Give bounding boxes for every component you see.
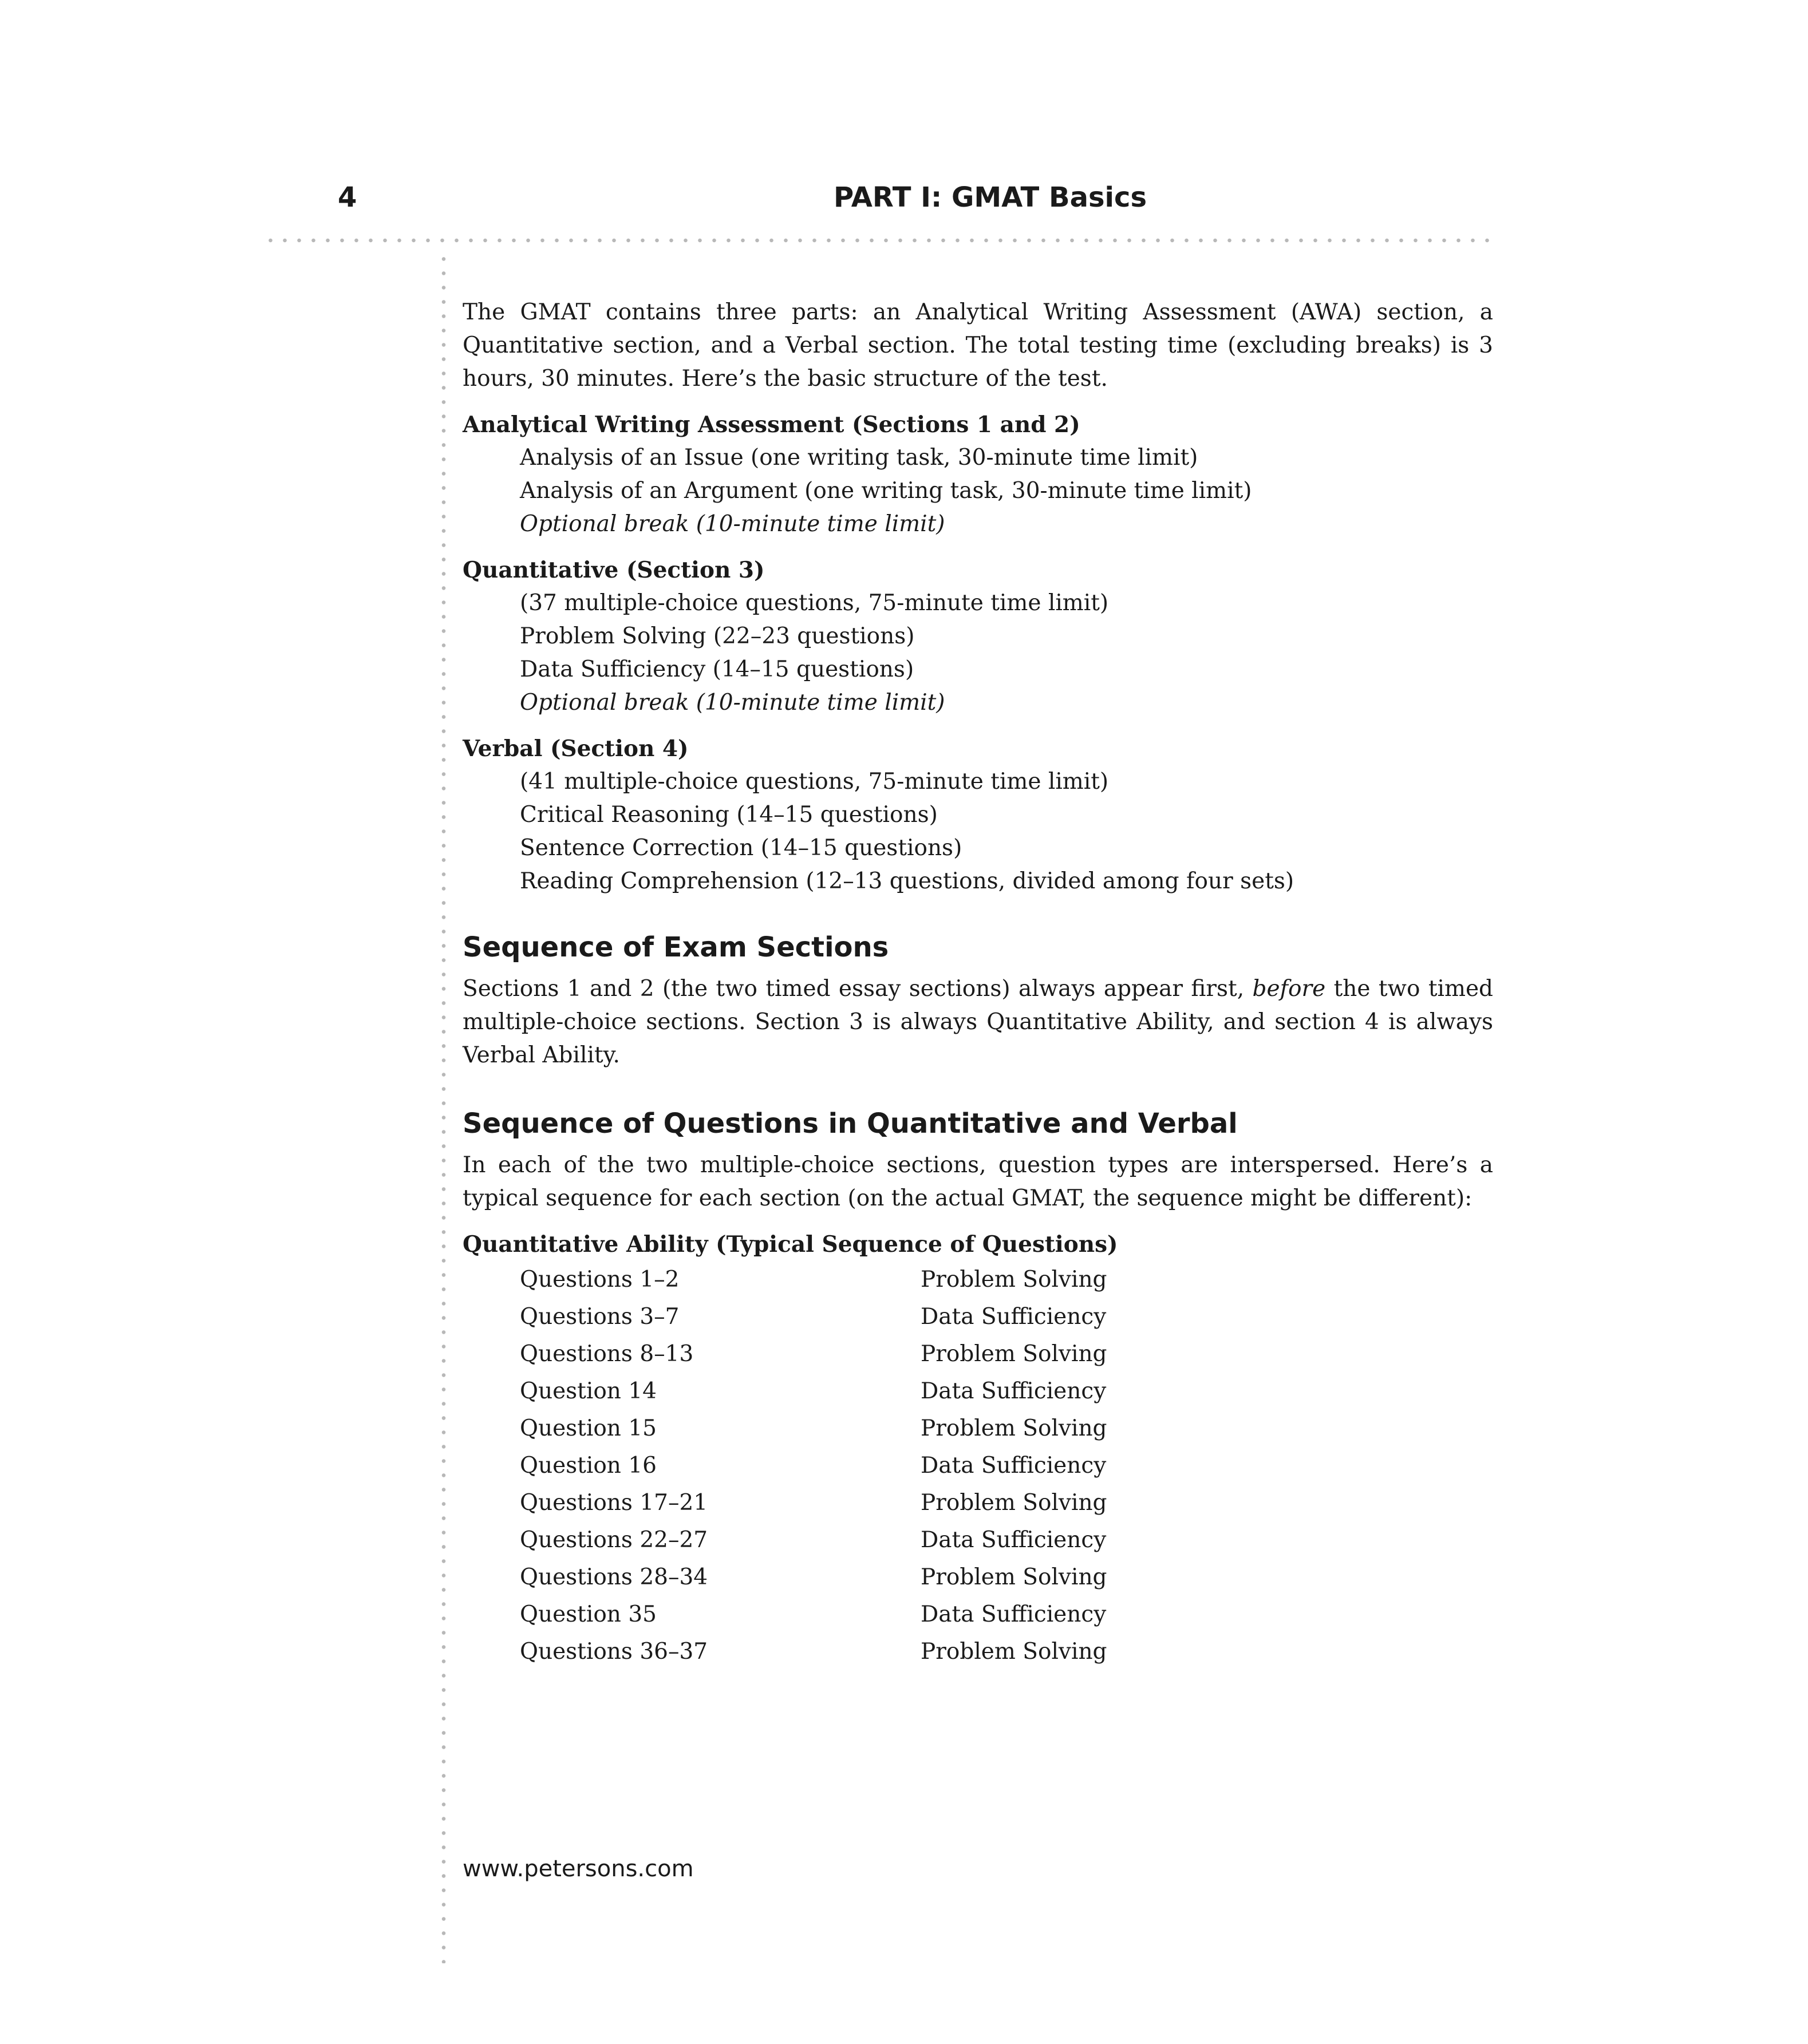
sequence-table-title: Quantitative Ability (Typical Sequence of Questions) [463,1231,1118,1258]
structure-line: (41 multiple-choice questions, 75-minute time limit) [520,769,1109,794]
dotted-rule-horizontal [263,238,1494,243]
structure-line: (37 multiple-choice questions, 75-minute time limit) [520,590,1109,616]
sequence-type: Problem Solving [921,1490,1107,1516]
section-heading-exam-sections: Sequence of Exam Sections [463,931,889,963]
page-content [463,296,1493,1670]
table-row [463,1373,1493,1410]
sequence-type: Problem Solving [921,1341,1107,1367]
table-row [463,1596,1493,1633]
sequence-table [463,1261,1493,1670]
sequence-questions: Questions 28–34 [520,1564,708,1590]
sequence-type: Data Sufficiency [921,1453,1107,1478]
sequence-questions: Questions 8–13 [520,1341,694,1367]
structure-block-quantitative [463,553,1493,719]
table-row [463,1521,1493,1559]
structure-line: Analysis of an Argument (one writing task, 30-minute time limit) [520,478,1252,504]
structure-break: Optional break (10-minute time limit) [520,511,945,537]
table-row [463,1335,1493,1373]
exam-sections-paragraph [463,972,1493,1072]
structure-title: Verbal (Section 4) [463,736,689,762]
section-heading-question-sequence: Sequence of Questions in Quantitative and Verbal [463,1108,1238,1140]
table-row [463,1633,1493,1670]
table-row [463,1261,1493,1298]
table-row [463,1447,1493,1484]
table-row [463,1484,1493,1521]
sequence-questions: Questions 1–2 [520,1267,680,1292]
structure-line: Critical Reasoning (14–15 questions) [520,802,938,828]
sequence-questions: Question 35 [520,1602,657,1627]
structure-title: Quantitative (Section 3) [463,557,765,583]
exam-sections-text: the two timed multiple-choice sections. Section 3 is always Quantitative Ability, and section 4 is always Verbal Ability. [463,976,1493,1068]
structure-line: Data Sufficiency (14–15 questions) [520,657,914,682]
sequence-type: Data Sufficiency [921,1304,1107,1330]
footer-url: www.petersons.com [463,1856,694,1882]
sequence-type: Problem Solving [921,1416,1107,1441]
sequence-questions: Questions 22–27 [520,1527,708,1553]
question-sequence-paragraph: In each of the two multiple-choice sections, question types are interspersed. Here’s a typical sequence for each section (on the actual GMAT, the sequence might be different): [463,1152,1493,1211]
sequence-type: Data Sufficiency [921,1602,1107,1627]
exam-sections-emphasis: before [1252,976,1326,1002]
sequence-type: Data Sufficiency [921,1378,1107,1404]
running-head: PART I: GMAT Basics [834,181,1147,214]
sequence-type: Problem Solving [921,1639,1107,1665]
exam-sections-text: Sections 1 and 2 (the two timed essay sections) always appear first, [463,976,1253,1002]
table-row [463,1559,1493,1596]
structure-line: Problem Solving (22–23 questions) [520,623,915,649]
intro-paragraph: The GMAT contains three parts: an Analytical Writing Assessment (AWA) section, a Quantitative section, and a Verbal section. The total testing time (excluding breaks) is 3 hours, 30 minutes. Here’s the basic structure of the test. [463,299,1493,392]
dotted-rule-vertical [441,252,447,1963]
sequence-questions: Questions 3–7 [520,1304,680,1330]
structure-block-verbal [463,732,1493,898]
sequence-questions: Questions 17–21 [520,1490,708,1516]
sequence-questions: Question 14 [520,1378,657,1404]
table-row [463,1298,1493,1335]
sequence-type: Problem Solving [921,1564,1107,1590]
structure-title: Analytical Writing Assessment (Sections 1 and 2) [463,412,1080,438]
structure-block-awa [463,408,1493,541]
structure-line: Analysis of an Issue (one writing task, 30-minute time limit) [520,445,1198,471]
table-row [463,1410,1493,1447]
structure-line: Sentence Correction (14–15 questions) [520,835,962,861]
sequence-type: Problem Solving [921,1267,1107,1292]
page-number: 4 [338,181,357,214]
sequence-type: Data Sufficiency [921,1527,1107,1553]
sequence-questions: Question 15 [520,1416,657,1441]
sequence-questions: Questions 36–37 [520,1639,708,1665]
structure-line: Reading Comprehension (12–13 questions, divided among four sets) [520,868,1294,894]
sequence-questions: Question 16 [520,1453,657,1478]
structure-break: Optional break (10-minute time limit) [520,690,945,715]
